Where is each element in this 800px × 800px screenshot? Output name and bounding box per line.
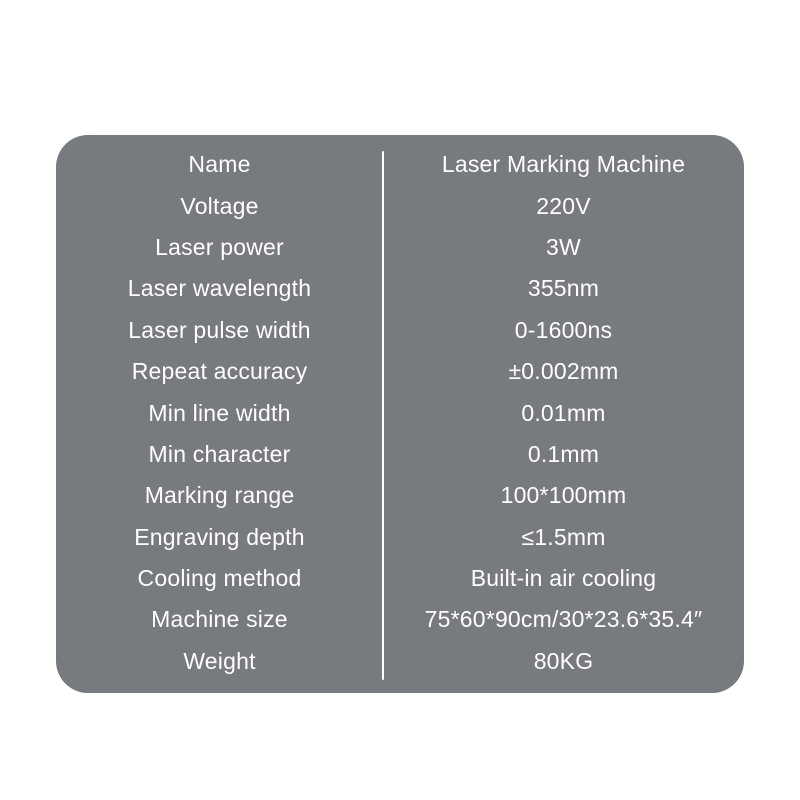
table-row (56, 227, 744, 268)
spec-value: 0-1600ns (514, 316, 613, 343)
table-row (56, 268, 744, 309)
table-row (56, 351, 744, 392)
table-row (56, 475, 744, 516)
table-row (56, 185, 744, 226)
spec-table (56, 135, 744, 693)
spec-label: Cooling method (137, 565, 302, 592)
spec-value: ≤1.5mm (521, 523, 606, 550)
spec-label: Repeat accuracy (131, 358, 308, 385)
table-row (56, 434, 744, 475)
spec-value: 80KG (533, 647, 594, 674)
spec-value: 75*60*90cm/30*23.6*35.4″ (424, 606, 703, 633)
spec-value: ±0.002mm (508, 358, 619, 385)
spec-label: Min line width (148, 399, 291, 426)
table-row (56, 310, 744, 351)
table-row (56, 517, 744, 558)
table-row (56, 641, 744, 682)
spec-value: 0.01mm (521, 399, 606, 426)
spec-value: Built-in air cooling (470, 565, 657, 592)
table-row (56, 558, 744, 599)
spec-label: Name (188, 151, 251, 178)
spec-value: Laser Marking Machine (441, 151, 686, 178)
spec-label: Marking range (144, 482, 295, 509)
spec-label: Min character (148, 440, 291, 467)
spec-value: 100*100mm (500, 482, 627, 509)
table-row (56, 392, 744, 433)
spec-label: Machine size (151, 606, 288, 633)
table-row (56, 599, 744, 640)
spec-value: 220V (536, 192, 591, 219)
spec-value: 3W (546, 233, 581, 260)
spec-label: Laser wavelength (127, 275, 312, 302)
spec-label: Weight (183, 647, 256, 674)
spec-card (56, 135, 744, 693)
spec-label: Laser pulse width (128, 316, 311, 343)
spec-value: 0.1mm (527, 440, 600, 467)
spec-label: Laser power (155, 233, 284, 260)
table-row (56, 144, 744, 185)
spec-value: 355nm (527, 275, 600, 302)
spec-label: Voltage (180, 192, 259, 219)
spec-label: Engraving depth (134, 523, 305, 550)
